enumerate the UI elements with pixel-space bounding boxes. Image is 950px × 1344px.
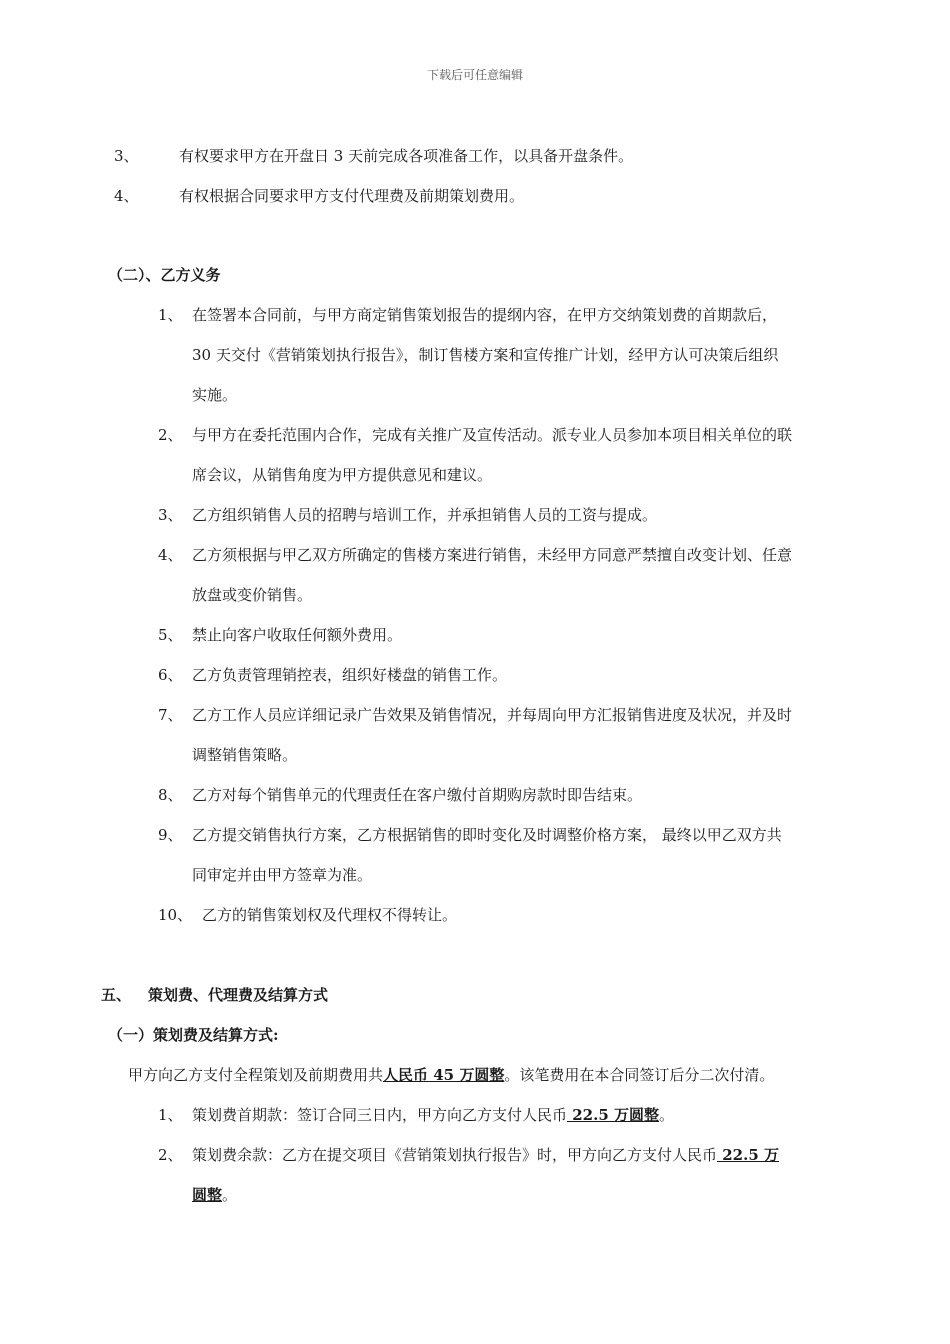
list-item-text: 乙方组织销售人员的招聘与培训工作，并承担销售人员的工资与提成。	[192, 506, 658, 524]
list-number: 1、	[158, 306, 183, 324]
list-item-text: 同审定并由甲方签章为准。	[192, 866, 373, 884]
section-heading: 策划费、代理费及结算方式	[148, 986, 329, 1004]
list-item-text: 乙方须根据与甲乙双方所确定的售楼方案进行销售，未经甲方同意严禁擅自改变计划、任意	[192, 546, 793, 564]
section-number: 五、	[101, 986, 132, 1004]
fee-text: 策划费首期款：签订合同三日内，甲方向乙方支付人民币	[192, 1106, 568, 1124]
fee-text: 。	[222, 1186, 238, 1204]
fee-amount: 22.5 万	[717, 1146, 779, 1164]
section-heading: （二）、乙方义务	[108, 266, 221, 284]
list-number: 8、	[158, 786, 183, 804]
list-number: 5、	[158, 626, 183, 644]
list-number: 1、	[158, 1106, 183, 1124]
list-number: 7、	[158, 706, 183, 724]
list-number: 4、	[158, 546, 183, 564]
list-item-text: 30 天交付《营销策划执行报告》，制订售楼方案和宣传推广计划，经甲方认可决策后组织	[192, 346, 779, 364]
list-item-text: 乙方负责管理销控表，组织好楼盘的销售工作。	[192, 666, 508, 684]
list-item-text: 实施。	[192, 386, 238, 404]
list-item-text: 乙方的销售策划权及代理权不得转让。	[202, 906, 458, 924]
fee-item	[192, 1105, 674, 1125]
page-header: 下载后可任意编辑	[426, 68, 523, 82]
list-number: 2、	[158, 1146, 183, 1164]
list-number: 9、	[158, 826, 183, 844]
fee-paragraph	[128, 1065, 774, 1085]
list-number: 2、	[158, 426, 183, 444]
fee-amount: 22.5 万圆整	[567, 1106, 659, 1124]
list-item-text: 有权根据合同要求甲方支付代理费及前期策划费用。	[179, 187, 525, 205]
list-number: 3、	[114, 147, 139, 165]
list-item-text: 禁止向客户收取任何额外费用。	[192, 626, 403, 644]
list-number: 3、	[158, 506, 183, 524]
list-item-text: 乙方对每个销售单元的代理责任在客户缴付首期购房款时即告结束。	[192, 786, 643, 804]
fee-item	[192, 1145, 779, 1165]
subsection-heading: （一）策划费及结算方式:	[108, 1026, 279, 1044]
list-item-text: 乙方工作人员应详细记录广告效果及销售情况，并每周向甲方汇报销售进度及状况，并及时	[192, 706, 793, 724]
list-item-text: 调整销售策略。	[192, 746, 298, 764]
list-item-text: 在签署本合同前，与甲方商定销售策划报告的提纲内容，在甲方交纳策划费的首期款后，	[192, 306, 778, 324]
fee-text: 策划费余款：乙方在提交项目《营销策划执行报告》时，甲方向乙方支付人民币	[192, 1146, 718, 1164]
list-item-text: 有权要求甲方在开盘日 3 天前完成各项准备工作，以具备开盘条件。	[179, 147, 634, 165]
list-number: 10、	[158, 906, 193, 924]
fee-amount: 人民币 45 万圆整	[383, 1066, 505, 1084]
fee-item-continuation	[192, 1185, 237, 1205]
list-number: 6、	[158, 666, 183, 684]
list-item-text: 放盘或变价销售。	[192, 586, 313, 604]
fee-text: 。	[659, 1106, 675, 1124]
fee-text: 甲方向乙方支付全程策划及前期费用共	[128, 1066, 384, 1084]
list-item-text: 与甲方在委托范围内合作，完成有关推广及宣传活动。派专业人员参加本项目相关单位的联	[192, 426, 793, 444]
list-number: 4、	[114, 187, 139, 205]
list-item-text: 乙方提交销售执行方案，乙方根据销售的即时变化及时调整价格方案， 最终以甲乙双方共	[192, 826, 782, 844]
list-item-text: 席会议，从销售角度为甲方提供意见和建议。	[192, 466, 493, 484]
fee-amount: 圆整	[192, 1186, 223, 1204]
fee-text: 。该笔费用在本合同签订后分二次付清。	[504, 1066, 775, 1084]
